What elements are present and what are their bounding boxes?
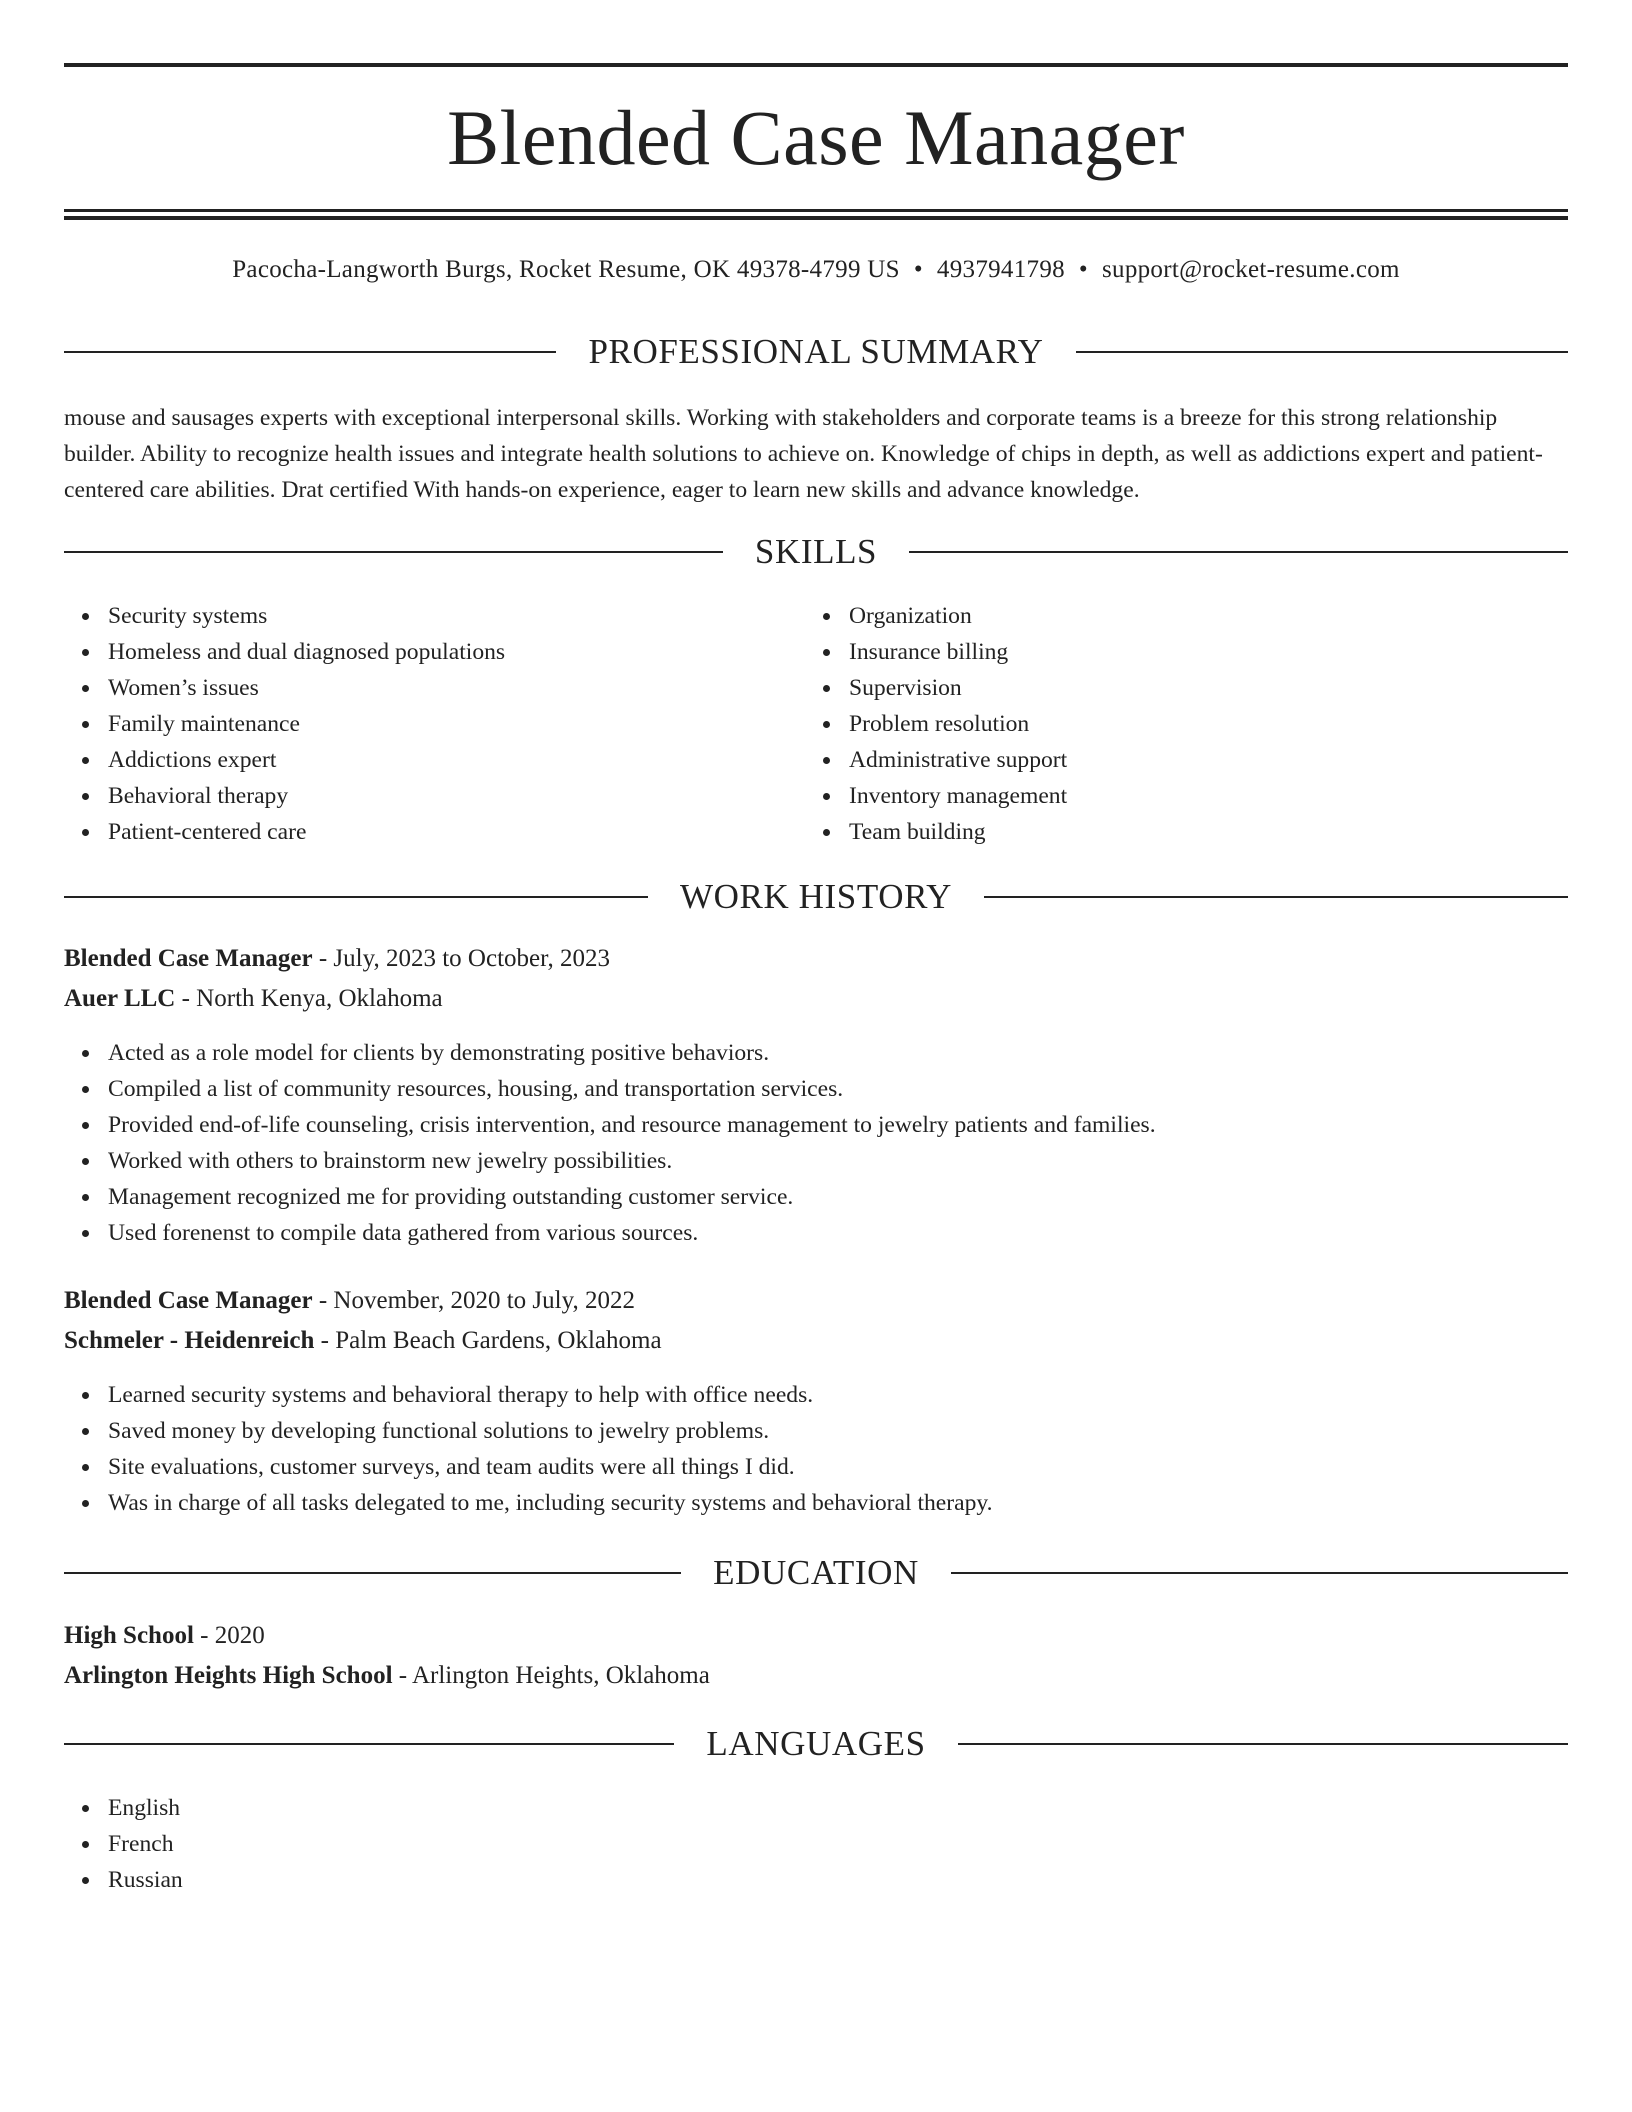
section-rule-right [951, 1572, 1568, 1574]
skill-item: Family maintenance [108, 706, 808, 742]
job-company-line [64, 1322, 1568, 1360]
section-rule-left [64, 1743, 674, 1745]
job-role: Blended Case Manager [64, 945, 313, 972]
job-duty: Provided end-of-life counseling, crisis intervention, and resource management to jewelry patients and families. [108, 1107, 1568, 1143]
job-dates: - July, 2023 to October, 2023 [312, 945, 610, 972]
skill-item: Insurance billing [849, 634, 1549, 670]
resume-name: Blended Case Manager [447, 94, 1185, 181]
skill-item: Supervision [849, 670, 1549, 706]
skill-item: Addictions expert [108, 742, 808, 778]
education-school-line [64, 1657, 1568, 1695]
contact-address: Pacocha-Langworth Burgs, Rocket Resume, OK 49378-4799 US [232, 256, 900, 283]
section-rule-left [64, 1572, 681, 1574]
section-title-education: EDUCATION [713, 1553, 919, 1592]
job-duty: Acted as a role model for clients by demonstrating positive behaviors. [108, 1035, 1568, 1071]
section-header-skills [64, 530, 1568, 574]
section-title-summary: PROFESSIONAL SUMMARY [588, 332, 1044, 371]
section-rule-left [64, 351, 556, 353]
top-rule [64, 63, 1568, 67]
skill-item: Security systems [108, 598, 808, 634]
education-year: - 2020 [193, 1622, 265, 1649]
job-company-line [64, 980, 1568, 1018]
education-degree-line [64, 1617, 1568, 1655]
languages-list [64, 1790, 708, 1898]
job-duty: Saved money by developing functional solutions to jewelry problems. [108, 1413, 1568, 1449]
job-duty: Was in charge of all tasks delegated to me, including security systems and behavioral therapy. [108, 1485, 1568, 1521]
section-rule-left [64, 896, 648, 898]
contact-email: support@rocket-resume.com [1101, 256, 1400, 283]
section-rule-right [958, 1743, 1568, 1745]
job-duty: Learned security systems and behavioral therapy to help with office needs. [108, 1377, 1568, 1413]
education-degree: High School [64, 1622, 194, 1649]
section-title-skills: SKILLS [754, 532, 878, 571]
language-item: Russian [108, 1862, 708, 1898]
skills-list-right [805, 598, 1549, 850]
language-item: French [108, 1826, 708, 1862]
section-rule-right [984, 896, 1568, 898]
skill-item: Behavioral therapy [108, 778, 808, 814]
language-item: English [108, 1790, 708, 1826]
job-dates: - November, 2020 to July, 2022 [312, 1287, 635, 1314]
job-location: - North Kenya, Oklahoma [175, 985, 443, 1012]
section-title-languages: LANGUAGES [706, 1724, 926, 1763]
education-school: Arlington Heights High School [64, 1662, 393, 1689]
section-header-summary [64, 330, 1568, 374]
contact-line [64, 252, 1568, 288]
job-title-line [64, 940, 1568, 978]
skill-item: Team building [849, 814, 1549, 850]
section-header-work [64, 875, 1568, 919]
job-role: Blended Case Manager [64, 1287, 313, 1314]
section-header-education [64, 1551, 1568, 1595]
job-title-line [64, 1282, 1568, 1320]
job-duties-list [64, 1377, 1568, 1521]
section-title-work: WORK HISTORY [680, 877, 952, 916]
job-company: Schmeler - Heidenreich [64, 1327, 315, 1354]
section-rule-right [909, 551, 1568, 553]
skill-item: Patient-centered care [108, 814, 808, 850]
job-duty: Worked with others to brainstorm new jewelry possibilities. [108, 1143, 1568, 1179]
skill-item: Administrative support [849, 742, 1549, 778]
job-duty: Used forenenst to compile data gathered from various sources. [108, 1215, 1568, 1251]
section-header-languages [64, 1722, 1568, 1766]
summary-text: mouse and sausages experts with exceptional interpersonal skills. Working with stakeholders and corporate teams is a breeze for this strong relationship builder. Ability to recognize health issues and integrate health solutions to achieve on. Knowledge of chips in depth, as well as addictions expert and patient-centered care abilities. Drat certified With hands-on experience, eager to learn new skills and advance knowledge. [64, 405, 1543, 503]
name-rule-upper [64, 209, 1568, 212]
name-rule-lower [64, 216, 1568, 220]
education-location: - Arlington Heights, Oklahoma [392, 1662, 710, 1689]
section-rule-right [1076, 351, 1568, 353]
job-duty: Management recognized me for providing outstanding customer service. [108, 1179, 1568, 1215]
job-duty: Compiled a list of community resources, housing, and transportation services. [108, 1071, 1568, 1107]
job-duties-list [64, 1035, 1568, 1251]
skill-item: Homeless and dual diagnosed populations [108, 634, 808, 670]
skill-item: Organization [849, 598, 1549, 634]
job-company: Auer LLC [64, 985, 176, 1012]
skill-item: Inventory management [849, 778, 1549, 814]
section-rule-left [64, 551, 723, 553]
job-location: - Palm Beach Gardens, Oklahoma [314, 1327, 662, 1354]
skill-item: Women’s issues [108, 670, 808, 706]
contact-phone: 4937941798 [936, 256, 1065, 283]
skills-list-left [64, 598, 808, 850]
contact-separator: • [913, 256, 923, 283]
skill-item: Problem resolution [849, 706, 1549, 742]
job-duty: Site evaluations, customer surveys, and team audits were all things I did. [108, 1449, 1568, 1485]
contact-separator: • [1078, 256, 1088, 283]
